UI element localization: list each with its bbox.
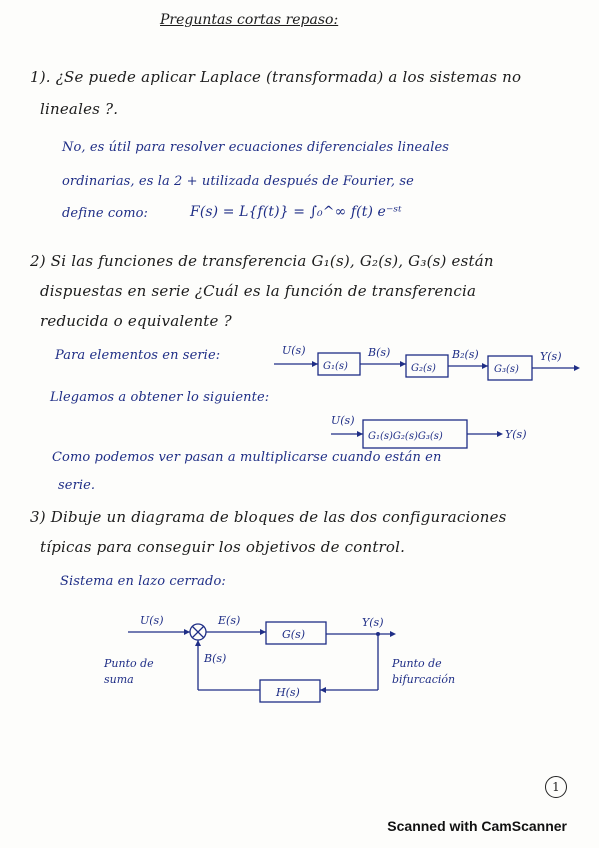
question-1-line-1: 1). ¿Se puede aplicar Laplace (transformada) a los sistemas no [30, 68, 522, 86]
loop-input-label: U(s) [140, 614, 164, 627]
page-title: Preguntas cortas repaso: [160, 12, 339, 28]
question-2-line-1: 2) Si las funciones de transferencia G₁(s), G₂(s), G₃(s) están [30, 252, 494, 270]
question-2-line-2: dispuestas en serie ¿Cuál es la función de transferencia [40, 282, 477, 300]
question-2-line-3: reducida o equivalente ? [40, 312, 232, 330]
equivalent-block: G₁(s)G₂(s)G₃(s) [368, 431, 443, 442]
page-number: 1 [545, 776, 567, 798]
series-output-label: Y(s) [540, 350, 562, 363]
series-block-diagram [270, 340, 590, 390]
series-block-3: G₃(s) [494, 364, 519, 375]
series-mid-label-2: B₂(s) [452, 348, 479, 361]
series-mid-label-1: B(s) [368, 346, 391, 359]
equivalent-input-label: U(s) [331, 414, 355, 427]
series-block-1: G₁(s) [323, 361, 348, 372]
answer-2-line-4: serie. [58, 478, 96, 493]
loop-output-label: Y(s) [362, 616, 384, 629]
loop-feedback-signal-label: B(s) [204, 652, 227, 665]
answer-3-line-1: Sistema en lazo cerrado: [60, 574, 226, 589]
branch-point-label: Punto de bifurcación [392, 657, 456, 686]
laplace-formula: F(s) = L{f(t)} = ∫₀^∞ f(t) e⁻ˢᵗ [190, 204, 402, 220]
series-block-2: G₂(s) [411, 363, 436, 374]
answer-1-line-3: define como: [62, 206, 149, 221]
question-3-line-1: 3) Dibuje un diagrama de bloques de las dos configuraciones [30, 508, 507, 526]
question-1-line-2: lineales ?. [40, 100, 119, 118]
question-3-line-2: típicas para conseguir los objetivos de control. [40, 538, 406, 556]
answer-1-line-2: ordinarias, es la 2 + utilizada después de Fourier, se [62, 174, 414, 189]
sum-point-label: Punto de suma [104, 657, 154, 686]
answer-2-line-2: Llegamos a obtener lo siguiente: [50, 390, 270, 405]
equivalent-output-label: Y(s) [505, 428, 527, 441]
answer-1-line-1: No, es útil para resolver ecuaciones diferenciales lineales [62, 140, 450, 155]
scanner-watermark: Scanned with CamScanner [387, 818, 567, 834]
loop-error-label: E(s) [218, 614, 241, 627]
loop-forward-block: G(s) [282, 628, 306, 641]
answer-2-line-1: Para elementos en serie: [55, 348, 221, 363]
equivalent-block-diagram [325, 408, 545, 452]
loop-feedback-block: H(s) [276, 686, 300, 699]
series-input-label: U(s) [282, 344, 306, 357]
answer-2-line-3: Como podemos ver pasan a multiplicarse cuando están en [52, 450, 442, 465]
